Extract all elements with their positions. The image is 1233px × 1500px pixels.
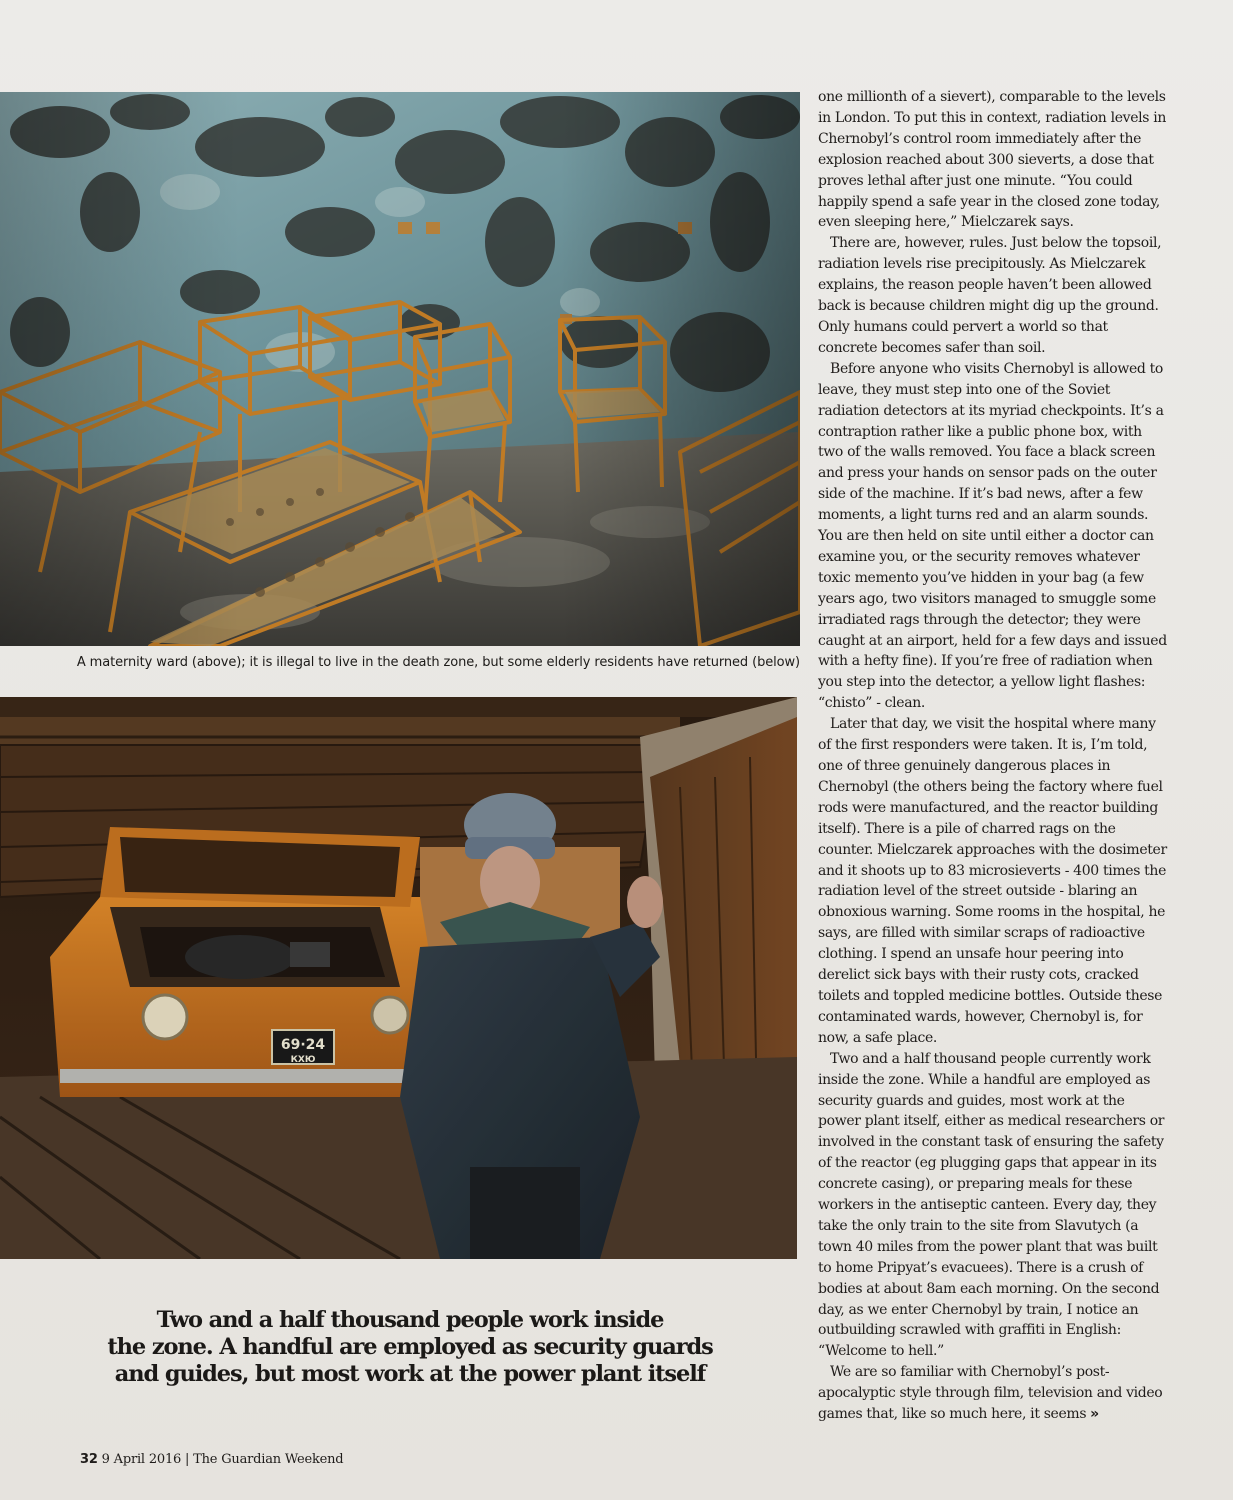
article-paragraph-4: Later that day, we visit the hospital where many of the first responders were taken. It is, I’m told, one of three genuinely dangerous places in Chernobyl (the others being the factory where fuel rods were manufactured, and the reactor building itself). There is a pile of charred rags on the counter. Mielczarek approaches with the dosimeter and it shoots up to 83 microsieverts - 400 times the radiation level of the street outside - blaring an obnoxious warning. Some rooms in the hospital, he says, are filled with similar scraps of radioactive clothing. I spend an unsafe hour peering into derelict sick bays with their rusty cots, cracked toilets and toppled medicine bottles. Outside these contaminated wards, however, Chernobyl is, for now, a safe place. — [818, 716, 1167, 1046]
article-paragraph-5: Two and a half thousand people currently work inside the zone. While a handful are employed as security guards and guides, most work at the power plant itself, either as medical researchers or involved in the constant task of ensuring the safety of the reactor (eg plugging gaps that appear in its concrete casing), or preparing meals for these workers in the antiseptic canteen. Every day, they take the only train to the site from Slavutych (a town 40 miles from the power plant that was built to home Pripyat’s evacuees). There is a crush of bodies at about 8am each morning. On the second day, as we enter Chernobyl by train, I notice an outbuilding scrawled with graffiti in English: “Welcome to hell.” — [818, 1050, 1165, 1360]
maternity-ward-photo — [0, 92, 800, 646]
photo-caption: A maternity ward (above); it is illegal to live in the death zone, but some elderly residents have returned (below) — [76, 655, 800, 670]
article-paragraph-1: one millionth of a sievert), comparable to the levels in London. To put this in context, radiation levels in Chernobyl’s control room immediately after the explosion reached about 300 sieverts, a dose that proves lethal after just one minute. “You could happily spend a safe year in the closed zone today, even sleeping here,” Mielczarek says. — [818, 89, 1166, 231]
article-body-column — [818, 87, 1170, 1425]
page-footer — [80, 1452, 343, 1467]
article-paragraph-6-text: We are so familiar with Chernobyl’s post-apocalyptic style through film, television and video games that, like so much here, it seems — [818, 1364, 1163, 1423]
pull-quote-line-3: and guides, but most work at the power plant itself — [114, 1361, 706, 1387]
article-paragraph-6 — [818, 1362, 1170, 1425]
footer-publication: 9 April 2016 | The Guardian Weekend — [101, 1452, 344, 1467]
pull-quote-line-1: Two and a half thousand people work inside — [156, 1307, 664, 1333]
license-plate-bottom: КХЮ — [290, 1055, 316, 1065]
continue-arrow-icon: » — [1090, 1406, 1099, 1423]
garage-resident-photo — [0, 697, 797, 1259]
pull-quote-line-2: the zone. A handful are employed as security guards — [107, 1334, 713, 1360]
article-paragraph-2: There are, however, rules. Just below the topsoil, radiation levels rise precipitously. As Mielczarek explains, the reason people haven’t been allowed back is because children might dig up the ground. Only humans could pervert a world so that concrete becomes safer than soil. — [818, 235, 1162, 356]
pull-quote — [60, 1307, 760, 1388]
page-number: 32 — [80, 1452, 98, 1467]
license-plate-top: 69·24 — [280, 1037, 326, 1053]
article-paragraph-3: Before anyone who visits Chernobyl is allowed to leave, they must step into one of the Soviet radiation detectors at its myriad checkpoints. It’s a contraption rather like a public phone box, with two of the walls removed. You face a black screen and press your hands on sensor pads on the outer side of the machine. If it’s bad news, after a few moments, a light turns red and an alarm sounds. You are then held on site until either a doctor can examine you, or the security removes whatever toxic memento you’ve hidden in your bag (a few years ago, two visitors managed to smuggle some irradiated rags through the detector; they were caught at an airport, held for a few days and issued with a hefty fine). If you’re free of radiation when you step into the detector, a yellow light flashes: “chisto” - clean. — [818, 360, 1167, 712]
